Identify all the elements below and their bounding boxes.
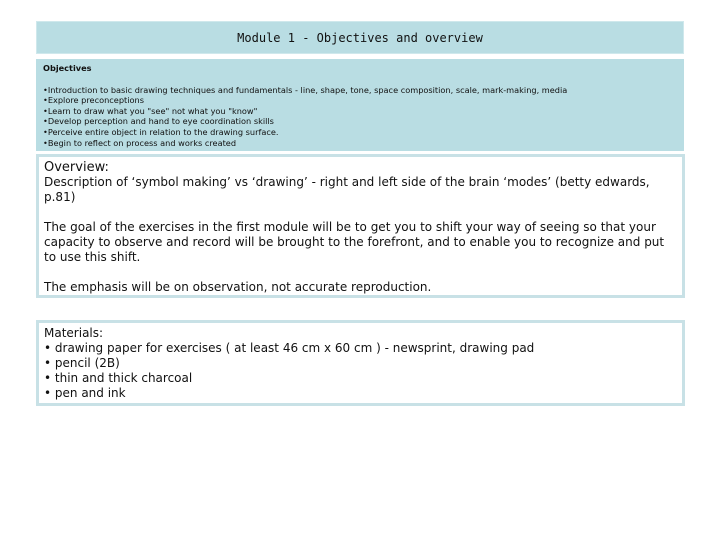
page-title-banner (36, 21, 684, 54)
overview-section (36, 154, 685, 298)
objective-item: •Explore preconceptions (43, 95, 144, 106)
overview-heading: Overview: (44, 160, 109, 175)
objective-item: •Introduction to basic drawing techniques and fundamentals - line, shape, tone, space composition, scale, mark-making, media (43, 84, 568, 95)
objectives-heading: Objectives (43, 63, 92, 73)
materials-section (36, 320, 685, 406)
objective-item: •Develop perception and hand to eye coordination skills (43, 116, 274, 127)
materials-item: • pencil (2B) (44, 356, 120, 370)
overview-paragraph-2: The goal of the exercises in the first module will be to get you to shift your way of seeing so that your capacity to observe and record will be brought to the forefront, and to enable you to recognize and put to use this shift. (44, 220, 665, 264)
overview-paragraph-1: Description of ‘symbol making’ vs ‘drawing’ - right and left side of the brain ‘modes’ (betty edwards, p.81) (44, 175, 650, 204)
materials-item: • thin and thick charcoal (44, 371, 193, 385)
objective-item: •Perceive entire object in relation to the drawing surface. (43, 126, 279, 137)
objective-item: •Begin to reflect on process and works created (43, 137, 237, 148)
objective-item: •Learn to draw what you "see" not what you "know" (43, 105, 258, 116)
materials-item: • pen and ink (44, 386, 126, 400)
objectives-section (36, 59, 684, 151)
page-title: Module 1 - Objectives and overview (237, 30, 483, 45)
overview-paragraph-3: The emphasis will be on observation, not accurate reproduction. (44, 280, 432, 294)
materials-heading: Materials: (44, 326, 104, 340)
materials-item: • drawing paper for exercises ( at least 46 cm x 60 cm ) - newsprint, drawing pad (44, 341, 535, 355)
